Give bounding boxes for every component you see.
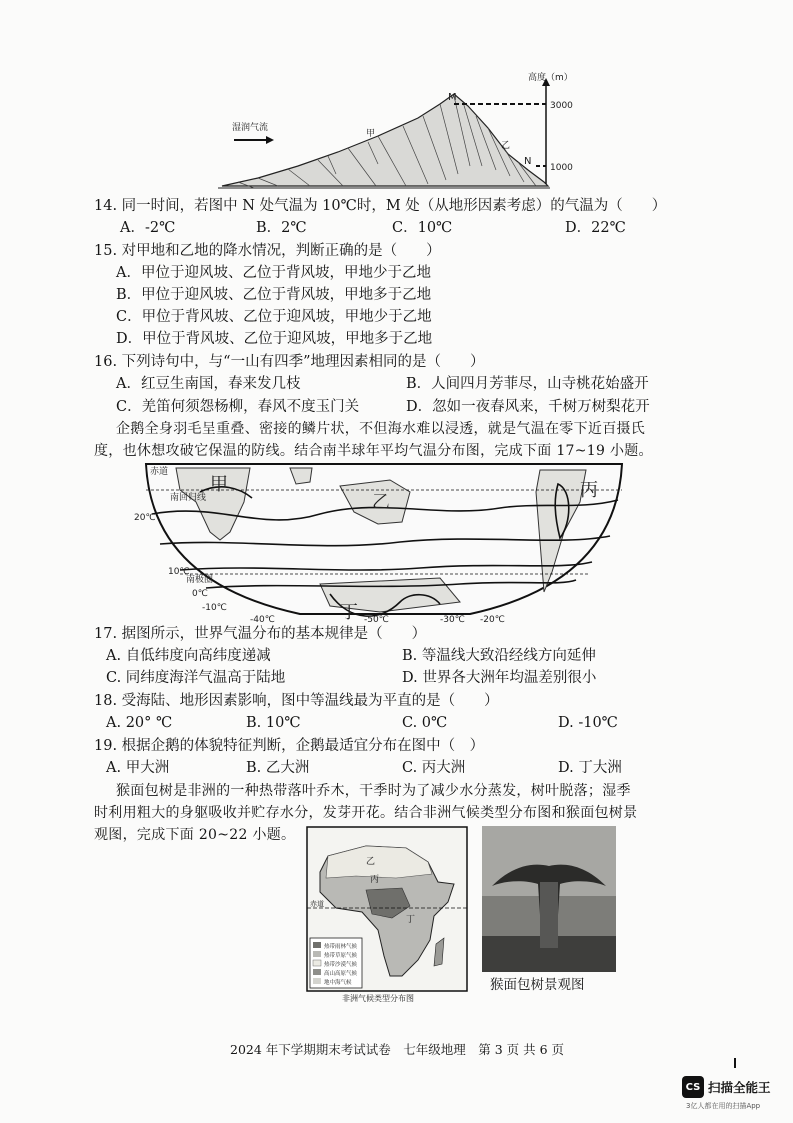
q17-option-c: C. 同纬度海洋气温高于陆地	[106, 670, 286, 686]
isotherm-0: 0℃	[192, 589, 208, 599]
peak-label-m: M	[448, 92, 457, 103]
q15-option-c: C．甲位于背风坡、乙位于迎风坡，甲地少于乙地	[116, 309, 432, 325]
q19-option-d: D. 丁大洲	[558, 760, 622, 776]
continent-yi: 乙	[372, 492, 390, 513]
baobab-intro-line2: 时利用粗大的身躯吸收并贮存水分，发芽开花。结合非洲气候类型分布图和猴面包树景	[94, 805, 638, 821]
q18-option-b: B. 10℃	[246, 715, 301, 731]
q17-option-d: D. 世界各大洲年均温差别很小	[402, 670, 597, 686]
q18-option-c: C. 0℃	[402, 715, 448, 731]
q14-option-d: D．22℃	[565, 220, 626, 236]
africa-zone-ding: 丁	[406, 915, 416, 925]
africa-zone-yi: 乙	[366, 857, 376, 867]
isotherm-20: 20℃	[134, 513, 156, 523]
antarctic-circle-label: 南极圈	[186, 575, 214, 585]
height-axis-label: 高度（m）	[528, 73, 573, 83]
continent-ding: 丁	[340, 602, 358, 623]
q16-option-a: A．红豆生南国，春来发几枝	[116, 376, 301, 392]
baobab-intro-line3: 观图，完成下面 20~22 小题。	[94, 827, 296, 843]
q15-option-d: D．甲位于背风坡、乙位于迎风坡，甲地多于乙地	[116, 331, 433, 347]
southern-hemisphere-temperature-map	[134, 462, 628, 625]
continent-bing: 丙	[580, 480, 598, 501]
q17-option-b: B. 等温线大致沿经线方向延伸	[402, 648, 596, 664]
side-label-yi: 乙	[501, 141, 511, 151]
equator-label: 赤道	[150, 467, 169, 477]
isotherm-minus30: -30℃	[440, 615, 465, 625]
africa-map-legend	[310, 938, 362, 988]
q15-option-a: A．甲位于迎风坡、乙位于背风坡，甲地少于乙地	[116, 265, 431, 281]
question-14-stem: 14. 同一时间，若图中 N 处气温为 10℃时，M 处（从地形因素考虑）的气温为（ ）	[94, 198, 667, 214]
baobab-intro-line1: 猴面包树是非洲的一种热带落叶乔木，干季时为了减少水分蒸发，树叶脱落；湿季	[116, 783, 631, 799]
isotherm-minus10: -10℃	[202, 603, 227, 613]
penguin-intro-line1: 企鹅全身羽毛呈重叠、密接的鳞片状，不但海水难以浸透，就是气温在零下近百摄氏	[116, 421, 646, 437]
question-19-stem: 19. 根据企鹅的体貌特征判断，企鹅最适宜分布在图中（ ）	[94, 738, 485, 754]
legend-savanna: 热带草原气候	[324, 953, 358, 959]
question-16-stem: 16. 下列诗句中，与“一山有四季”地理因素相同的是（ ）	[94, 354, 485, 370]
q16-option-c: C．羌笛何须怨杨柳，春风不度玉门关	[116, 399, 360, 415]
q14-option-b: B．2℃	[256, 220, 307, 236]
q14-option-a: A．-2℃	[120, 220, 176, 236]
baobab-photo	[482, 826, 616, 972]
page-footer: 2024 年下学期期末考试试卷 七年级地理 第 3 页 共 6 页	[230, 1042, 565, 1057]
continent-jia: 甲	[210, 474, 228, 495]
q14-option-c: C．10℃	[392, 220, 453, 236]
legend-rainforest: 热带雨林气候	[324, 944, 358, 950]
scan-edge-mark	[734, 1058, 736, 1068]
scanner-logo-icon: CS	[682, 1076, 704, 1098]
legend-highland: 高山高原气候	[324, 971, 358, 977]
question-18-stem: 18. 受海陆、地形因素影响，图中等温线最为平直的是（ ）	[94, 693, 499, 709]
q19-option-c: C. 丙大洲	[402, 760, 466, 776]
scanner-tagline: 3亿人都在用的扫描App	[686, 1102, 761, 1110]
q18-option-d: D. -10℃	[558, 715, 618, 731]
q16-option-b: B．人间四月芳菲尽，山寺桃花始盛开	[406, 376, 649, 392]
mountain-figure	[218, 66, 578, 194]
airflow-label: 湿润气流	[232, 123, 269, 133]
africa-climate-map	[306, 826, 468, 1004]
isotherm-minus40: -40℃	[250, 615, 275, 625]
tropic-label: 南回归线	[170, 493, 207, 503]
africa-map-caption: 非洲气候类型分布图	[342, 994, 414, 1003]
side-label-jia: 甲	[366, 129, 376, 139]
isotherm-minus50: -50℃	[364, 615, 389, 625]
q19-option-b: B. 乙大洲	[246, 760, 310, 776]
tick-1000: 1000	[550, 163, 573, 173]
legend-desert: 热带沙漠气候	[324, 962, 358, 968]
q16-option-d: D．忽如一夜春风来，千树万树梨花开	[406, 399, 650, 415]
isotherm-10: 10℃	[168, 567, 190, 577]
legend-mediterranean: 地中海气候	[324, 980, 352, 986]
penguin-intro-line2: 度，也休想攻破它保温的防线。结合南半球年平均气温分布图，完成下面 17~19 小题。	[94, 443, 653, 459]
q15-option-b: B．甲位于迎风坡、乙位于背风坡，甲地多于乙地	[116, 287, 432, 303]
tick-3000: 3000	[550, 101, 573, 111]
question-17-stem: 17. 据图所示，世界气温分布的基本规律是（ ）	[94, 626, 427, 642]
baobab-photo-caption: 猴面包树景观图	[490, 977, 585, 993]
africa-equator-label: 赤道	[310, 900, 324, 908]
base-label-n: N	[524, 156, 532, 167]
isotherm-minus20: -20℃	[480, 615, 505, 625]
q19-option-a: A. 甲大洲	[106, 760, 170, 776]
question-15-stem: 15. 对甲地和乙地的降水情况，判断正确的是（ ）	[94, 243, 441, 259]
africa-zone-bing: 丙	[370, 875, 380, 885]
q17-option-a: A. 自低纬度向高纬度递减	[106, 648, 271, 664]
scanner-brand: 扫描全能王	[708, 1080, 771, 1095]
q18-option-a: A. 20° ℃	[106, 715, 173, 731]
